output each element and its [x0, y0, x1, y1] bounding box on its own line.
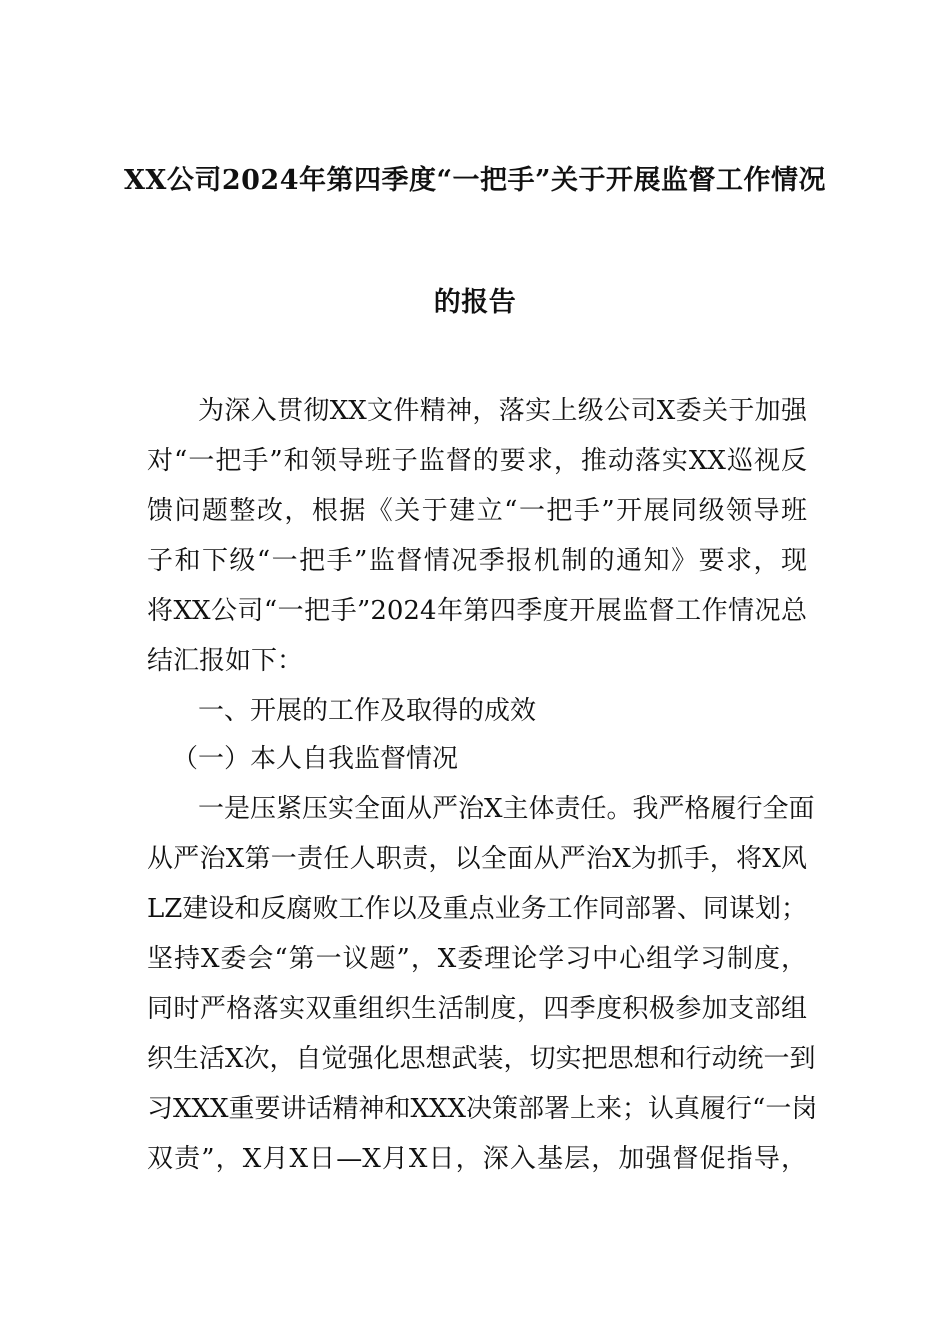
- body-text-line: 结汇报如下：: [147, 646, 304, 676]
- body-text-line: 从严治X第一责任人职责，以全面从严治X为抓手，将X风: [147, 844, 807, 874]
- body-text-line: 双责”，X月X日—X月X日，深入基层，加强督促指导，: [147, 1144, 807, 1174]
- subsection-heading: （一）本人自我监督情况: [172, 744, 459, 774]
- body-text-line: 为深入贯彻XX文件精神，落实上级公司X委关于加强: [198, 396, 807, 426]
- body-text-line: 习XXX重要讲话精神和XXX决策部署上来；认真履行“一岗: [147, 1094, 818, 1124]
- body-text-line: 馈问题整改，根据《关于建立“一把手”开展同级领导班: [147, 496, 807, 526]
- body-text-line: 将XX公司“一把手”2024年第四季度开展监督工作情况总: [147, 596, 807, 626]
- document-title-line-2: 的报告: [433, 287, 517, 318]
- body-text-line: 一是压紧压实全面从严治X主体责任。我严格履行全面: [198, 794, 815, 824]
- body-text-line: 同时严格落实双重组织生活制度，四季度积极参加支部组: [147, 994, 807, 1024]
- body-text-line: 对“一把手”和领导班子监督的要求，推动落实XX巡视反: [147, 446, 807, 476]
- body-text-line: 织生活X次，自觉强化思想武装，切实把思想和行动统一到: [147, 1044, 816, 1074]
- body-text-line: 子和下级“一把手”监督情况季报机制的通知》要求，现: [147, 546, 807, 576]
- body-text-line: LZ建设和反腐败工作以及重点业务工作同部署、同谋划；: [147, 894, 807, 924]
- document-title-line-1: XX公司2024年第四季度“一把手”关于开展监督工作情况: [123, 165, 827, 196]
- section-heading: 一、开展的工作及取得的成效: [198, 696, 537, 726]
- body-text-line: 坚持X委会“第一议题”，X委理论学习中心组学习制度，: [147, 944, 807, 974]
